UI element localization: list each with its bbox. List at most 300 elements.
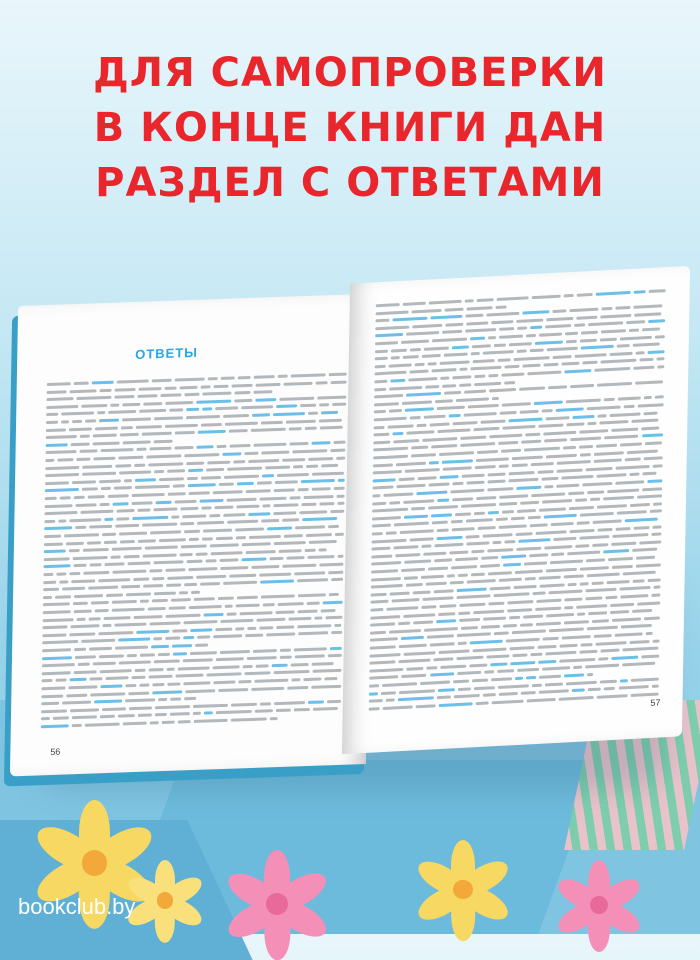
text-line	[403, 499, 434, 504]
text-line	[406, 331, 439, 336]
text-line	[492, 699, 524, 704]
text-line	[331, 631, 342, 634]
text-line	[464, 412, 497, 417]
text-line	[72, 716, 97, 720]
text-line	[504, 365, 520, 369]
text-line	[499, 411, 517, 415]
text-line	[490, 662, 507, 666]
text-line	[460, 383, 472, 387]
text-line	[516, 532, 533, 536]
text-line	[406, 392, 441, 397]
text-line	[390, 356, 399, 359]
text-line	[620, 594, 648, 598]
text-line	[374, 410, 386, 414]
text-line	[134, 463, 146, 466]
text-line	[135, 478, 156, 482]
text-line	[273, 488, 294, 492]
text-line	[337, 555, 343, 558]
text-line	[592, 619, 608, 623]
text-line	[431, 369, 456, 373]
text-line	[530, 326, 542, 330]
text-line	[499, 524, 527, 528]
text-line	[450, 489, 484, 494]
text-line	[545, 324, 571, 328]
text-line	[428, 505, 459, 510]
text-line	[165, 386, 177, 389]
text-line	[451, 527, 475, 531]
text-line	[515, 677, 523, 680]
text-line	[147, 607, 165, 611]
text-line	[47, 390, 67, 394]
text-line	[112, 547, 142, 551]
text-line	[171, 515, 180, 518]
text-line	[402, 400, 432, 405]
text-line	[612, 655, 639, 659]
text-line	[41, 686, 65, 690]
text-line	[503, 624, 517, 628]
text-line	[55, 595, 71, 599]
text-line	[531, 462, 555, 466]
text-line	[610, 412, 641, 417]
text-line	[478, 526, 496, 530]
text-line	[570, 528, 595, 532]
headline-line-2: В КОНЦЕ КНИГИ ДАН	[93, 105, 607, 151]
text-line	[523, 310, 549, 314]
text-line	[312, 669, 341, 673]
text-line	[308, 555, 334, 559]
text-line	[316, 381, 328, 384]
text-line	[474, 686, 495, 690]
text-line	[235, 527, 264, 531]
text-line	[243, 665, 253, 668]
text-line	[247, 656, 277, 660]
text-line	[248, 459, 279, 463]
text-line	[650, 510, 662, 514]
text-line	[289, 427, 301, 430]
text-line	[203, 529, 232, 533]
text-line	[143, 584, 163, 588]
text-line	[111, 555, 121, 558]
text-line	[231, 717, 267, 721]
text-line	[90, 525, 112, 529]
text-line	[411, 308, 441, 313]
text-line	[467, 579, 496, 584]
text-line	[311, 684, 341, 688]
text-line	[332, 403, 346, 406]
text-line	[411, 453, 436, 457]
text-line	[466, 314, 483, 318]
text-line	[374, 425, 385, 429]
text-line	[405, 468, 440, 473]
text-line	[95, 609, 109, 613]
text-line	[142, 432, 172, 436]
text-line	[193, 712, 201, 715]
text-line	[201, 423, 222, 427]
text-line	[236, 536, 246, 539]
text-line	[407, 667, 424, 671]
text-line	[392, 598, 420, 602]
text-line	[372, 538, 408, 543]
text-line	[404, 576, 417, 580]
text-line	[616, 527, 631, 531]
text-line	[459, 618, 480, 622]
text-line	[175, 499, 197, 503]
text-line	[72, 420, 82, 423]
text-line	[453, 679, 470, 683]
text-line	[594, 451, 623, 456]
text-line	[292, 678, 300, 681]
text-line	[135, 425, 162, 429]
text-line	[41, 694, 63, 698]
text-line	[509, 342, 532, 346]
text-line	[593, 459, 621, 463]
text-line	[74, 648, 86, 651]
text-line	[170, 598, 190, 602]
text-line	[467, 306, 492, 310]
text-line	[306, 533, 332, 537]
text-line	[513, 654, 528, 658]
text-line	[73, 382, 88, 386]
text-line	[615, 480, 644, 484]
text-line	[652, 685, 659, 688]
text-line	[438, 429, 471, 434]
text-line	[57, 572, 67, 575]
text-line	[279, 549, 302, 553]
text-line	[158, 698, 167, 701]
text-line	[633, 366, 654, 370]
text-line	[161, 394, 182, 398]
text-line	[249, 534, 281, 538]
text-line	[466, 535, 479, 539]
text-line	[396, 461, 425, 466]
text-line	[253, 443, 286, 447]
text-line	[632, 419, 659, 423]
text-line	[518, 327, 528, 331]
text-line	[579, 535, 609, 540]
text-line	[200, 498, 223, 502]
text-line	[412, 590, 431, 594]
text-line	[261, 451, 289, 455]
text-line	[423, 437, 457, 442]
text-line	[425, 385, 439, 389]
text-line	[629, 473, 639, 477]
text-line	[552, 309, 567, 313]
text-line	[197, 574, 227, 578]
text-line	[183, 636, 194, 639]
text-line	[447, 574, 455, 577]
text-line	[654, 586, 661, 589]
text-line	[517, 350, 527, 354]
text-line	[398, 622, 410, 626]
text-line	[122, 403, 140, 407]
text-line	[530, 523, 547, 527]
text-line	[587, 626, 619, 631]
text-line	[570, 437, 601, 442]
text-line	[429, 642, 455, 646]
text-line	[265, 466, 290, 470]
text-line	[637, 403, 663, 407]
text-line	[301, 479, 335, 483]
page-title: ОТВЕТЫ	[135, 344, 199, 362]
text-line	[205, 560, 216, 563]
text-line	[612, 564, 633, 568]
text-line	[480, 564, 500, 568]
text-line	[540, 583, 564, 587]
text-line	[56, 679, 67, 682]
text-line	[653, 639, 660, 642]
text-line	[337, 494, 345, 497]
text-line	[652, 525, 661, 528]
text-line	[217, 445, 227, 448]
text-line	[99, 388, 112, 391]
text-line	[302, 503, 317, 507]
text-line	[84, 723, 119, 727]
text-line	[260, 626, 274, 629]
text-line	[62, 701, 91, 705]
text-line	[606, 580, 629, 584]
text-line	[43, 573, 53, 576]
text-line	[465, 328, 496, 333]
text-line	[93, 441, 119, 445]
text-line	[559, 658, 595, 663]
text-line	[75, 655, 96, 659]
text-line	[492, 320, 514, 324]
text-line	[461, 626, 477, 630]
text-line	[230, 444, 251, 448]
text-line	[116, 517, 129, 520]
text-line	[149, 622, 180, 626]
text-line	[390, 379, 405, 383]
text-line	[452, 345, 469, 349]
text-line	[303, 495, 333, 499]
text-line	[42, 663, 76, 667]
text-line	[46, 450, 77, 454]
text-line	[293, 449, 328, 453]
text-line	[488, 571, 512, 575]
text-line	[590, 498, 600, 502]
text-line	[431, 513, 452, 517]
text-line	[369, 707, 380, 711]
text-line	[226, 497, 256, 501]
text-line	[543, 637, 558, 641]
text-line	[639, 358, 653, 362]
text-line	[165, 613, 200, 617]
text-line	[225, 421, 258, 425]
text-line	[313, 707, 338, 711]
text-line	[74, 670, 97, 674]
flower-center	[82, 850, 107, 875]
text-line	[152, 690, 182, 694]
text-line	[212, 490, 242, 494]
text-line	[283, 564, 317, 568]
text-line	[98, 578, 130, 582]
text-line	[206, 468, 224, 472]
text-line	[610, 610, 628, 614]
text-line	[286, 419, 316, 423]
text-line	[402, 355, 419, 359]
text-line	[544, 545, 572, 549]
text-line	[222, 452, 242, 456]
text-line	[61, 412, 94, 416]
text-line	[85, 419, 96, 422]
text-line	[642, 654, 660, 658]
text-line	[401, 568, 425, 572]
text-line	[112, 600, 137, 604]
text-line	[415, 363, 425, 367]
text-line	[387, 424, 414, 428]
text-line	[189, 605, 222, 609]
text-line	[213, 680, 235, 684]
text-line	[282, 458, 305, 462]
text-line	[321, 609, 335, 613]
text-line	[510, 646, 535, 650]
text-line	[525, 577, 536, 581]
text-line	[191, 591, 200, 594]
text-line	[523, 615, 543, 619]
text-line	[501, 555, 527, 559]
text-line	[401, 636, 424, 640]
text-line	[404, 651, 436, 656]
text-line	[538, 660, 556, 664]
text-line	[371, 561, 402, 566]
text-line	[81, 510, 113, 514]
text-line	[220, 650, 251, 654]
text-line	[196, 552, 208, 555]
text-line	[502, 425, 535, 430]
text-line	[410, 370, 429, 374]
text-line	[69, 632, 95, 636]
text-line	[469, 640, 502, 645]
text-line	[298, 624, 331, 628]
text-line	[534, 401, 563, 406]
text-line	[218, 597, 234, 601]
text-line	[439, 649, 470, 654]
text-line	[465, 299, 474, 302]
text-line	[42, 656, 72, 660]
text-line	[138, 387, 161, 391]
text-line	[597, 694, 627, 699]
text-line	[644, 396, 652, 399]
text-line	[484, 671, 494, 675]
text-line	[59, 580, 68, 583]
text-line	[371, 593, 387, 597]
text-line	[648, 320, 665, 324]
text-line	[569, 506, 595, 510]
text-line	[497, 670, 514, 674]
text-line	[585, 664, 619, 669]
text-line	[198, 430, 226, 434]
text-line	[464, 390, 487, 394]
text-line	[338, 479, 345, 482]
text-line	[227, 520, 257, 524]
text-line	[152, 683, 164, 686]
text-line	[474, 511, 485, 515]
text-line	[369, 684, 379, 688]
text-line	[381, 691, 396, 695]
text-line	[398, 697, 434, 702]
text-line	[323, 601, 343, 605]
flower-center	[157, 892, 173, 908]
text-line	[474, 375, 485, 379]
text-line	[410, 537, 434, 541]
text-line	[488, 374, 499, 378]
text-line	[556, 468, 582, 472]
text-line	[370, 638, 398, 642]
text-line	[305, 427, 318, 430]
text-line	[536, 599, 561, 603]
text-line	[65, 541, 83, 545]
text-line	[526, 334, 536, 338]
text-line	[594, 634, 612, 638]
text-line	[424, 346, 449, 350]
right-page-number: 57	[650, 697, 661, 708]
text-line	[154, 660, 180, 664]
text-line	[104, 563, 124, 567]
text-line	[476, 701, 489, 705]
text-line	[392, 432, 403, 436]
text-line	[572, 689, 585, 693]
text-line	[645, 441, 662, 445]
text-line	[376, 303, 400, 307]
text-line	[588, 611, 607, 615]
text-line	[324, 677, 337, 680]
text-line	[581, 643, 593, 647]
text-line	[538, 644, 557, 648]
text-line	[131, 501, 152, 505]
text-line	[564, 598, 582, 602]
text-line	[458, 642, 467, 645]
text-line	[274, 670, 310, 674]
text-line	[455, 557, 478, 561]
text-line	[536, 621, 560, 625]
text-line	[601, 649, 620, 653]
text-line	[531, 492, 565, 497]
text-line	[145, 546, 177, 550]
text-line	[565, 332, 577, 336]
text-line	[558, 696, 594, 701]
text-line	[197, 446, 214, 450]
text-line	[520, 623, 533, 627]
text-line	[330, 509, 344, 512]
text-line	[627, 321, 645, 325]
text-line	[184, 393, 199, 397]
text-line	[504, 381, 515, 385]
text-line	[582, 482, 612, 487]
text-line	[216, 710, 252, 714]
text-line	[371, 554, 392, 558]
text-line	[514, 356, 550, 361]
text-line	[481, 556, 498, 560]
text-line	[420, 681, 449, 686]
text-line	[113, 570, 147, 574]
text-line	[204, 712, 213, 715]
text-line	[148, 675, 173, 679]
text-line	[566, 399, 601, 404]
text-line	[154, 508, 178, 512]
text-line	[218, 688, 248, 692]
text-line	[77, 617, 86, 620]
text-line	[564, 620, 590, 624]
text-line	[593, 543, 609, 547]
text-line	[328, 525, 339, 528]
text-line	[372, 532, 383, 536]
text-line	[499, 465, 509, 469]
text-line	[632, 343, 659, 347]
text-line	[442, 459, 472, 464]
text-line	[73, 564, 87, 567]
text-line	[76, 458, 91, 462]
text-line	[202, 408, 212, 411]
